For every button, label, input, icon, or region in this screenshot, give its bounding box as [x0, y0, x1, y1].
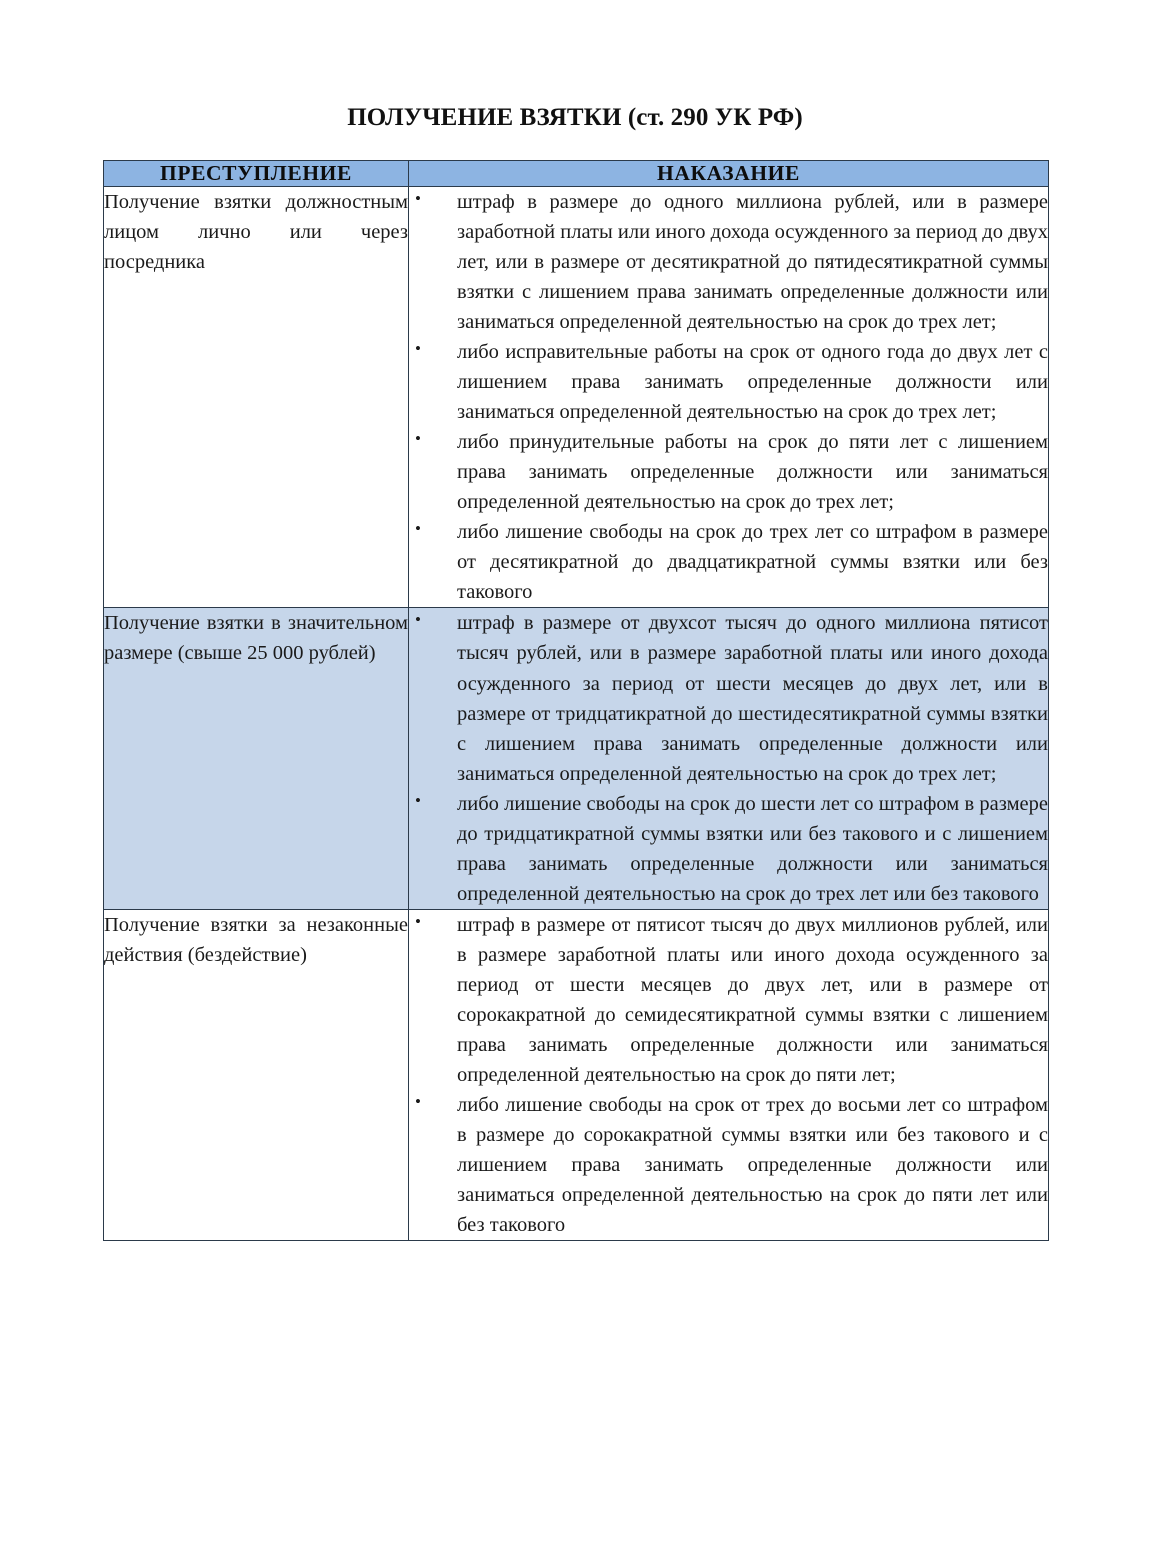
- crime-text: Получение взятки должностным лицом лично или через посредника: [104, 191, 408, 274]
- punishment-list: [409, 910, 1048, 1240]
- bullet-icon: •: [415, 610, 421, 630]
- punishment-text: либо лишение свободы на срок от трех до восьми лет со штрафом в размере до сорокакратной суммы взятки или без такового и с лишением права занимать определенные должности или заниматься определенной деятельностью на срок до пяти лет или без такового: [457, 1093, 1048, 1237]
- punishment-list: [409, 187, 1048, 607]
- punishment-list-item: [409, 1090, 1048, 1240]
- punishment-list-item: [409, 187, 1048, 337]
- bullet-icon: •: [415, 429, 421, 449]
- crime-text: Получение взятки в значительном размере (свыше 25 000 рублей): [104, 612, 408, 665]
- table-row: [104, 909, 1049, 1240]
- crime-cell: [104, 608, 409, 909]
- punishment-list-item: [409, 608, 1048, 788]
- crime-cell: [104, 187, 409, 608]
- punishment-text: либо лишение свободы на срок до шести лет со штрафом в размере до тридцатикратной суммы взятки или без такового и с лишением права занимать определенные должности или заниматься определенной деятельностью на срок до трех лет или без такового: [457, 792, 1048, 905]
- punishment-cell: [409, 909, 1049, 1240]
- bullet-icon: •: [415, 339, 421, 359]
- punishment-text: штраф в размере от пятисот тысяч до двух миллионов рублей, или в размере заработной платы или иного дохода осужденного за период от шести месяцев до двух лет, или в размере от сорокакратной до семидесятикратной суммы взятки с лишением права занимать определенные должности или заниматься определенной деятельностью на срок до пяти лет;: [457, 913, 1048, 1086]
- bullet-icon: •: [415, 790, 421, 810]
- punishment-cell: [409, 608, 1049, 909]
- bullet-icon: •: [415, 1091, 421, 1111]
- table-header-row: [104, 161, 1049, 187]
- bullet-icon: •: [415, 189, 421, 208]
- crime-text: Получение взятки за незаконные действия (бездействие): [104, 913, 408, 966]
- table-header: [104, 161, 1049, 187]
- punishment-text: штраф в размере до одного миллиона рублей, или в размере заработной платы или иного дохода осужденного за период до двух лет, или в размере от десятикратной до пятидесятикратной суммы взятки с лишением права занимать определенные должности или заниматься определенной деятельностью на срок до трех лет;: [457, 191, 1048, 334]
- crime-cell: [104, 909, 409, 1240]
- punishment-text: либо лишение свободы на срок до трех лет со штрафом в размере от десятикратной до двадцатикратной суммы взятки или без такового: [457, 521, 1048, 604]
- table-body: [104, 187, 1049, 1241]
- punishment-list-item: [409, 337, 1048, 427]
- punishment-text: штраф в размере от двухсот тысяч до одного миллиона пятисот тысяч рублей, или в размере заработной платы или иного дохода осужденного за период от шести месяцев до двух лет, или в размере от тридцатикратной до шестидесятикратной суммы взятки с лишением права занимать определенные должности или заниматься определенной деятельностью на срок до трех лет;: [457, 612, 1048, 785]
- punishment-list: [409, 608, 1048, 908]
- punishment-list-item: [409, 517, 1048, 607]
- punishment-text: либо принудительные работы на срок до пяти лет с лишением права занимать определенные должности или заниматься определенной деятельностью на срок до трех лет;: [457, 431, 1048, 514]
- table-row: [104, 187, 1049, 608]
- punishment-list-item: [409, 427, 1048, 517]
- punishment-cell: [409, 187, 1049, 608]
- punishment-text: либо исправительные работы на срок от одного года до двух лет с лишением права занимать определенные должности или заниматься определенной деятельностью на срок до трех лет;: [457, 341, 1048, 424]
- bullet-icon: •: [415, 911, 421, 931]
- bullet-icon: •: [415, 519, 421, 539]
- punishment-list-item: [409, 789, 1048, 909]
- column-header-punishment: НАКАЗАНИЕ: [409, 161, 1049, 187]
- punishment-table-container: [103, 160, 1048, 1241]
- page-title: ПОЛУЧЕНИЕ ВЗЯТКИ (ст. 290 УК РФ): [347, 104, 803, 131]
- punishment-list-item: [409, 910, 1048, 1090]
- table-row: [104, 608, 1049, 909]
- punishment-table: [103, 160, 1049, 1241]
- column-header-crime: ПРЕСТУПЛЕНИЕ: [104, 161, 409, 187]
